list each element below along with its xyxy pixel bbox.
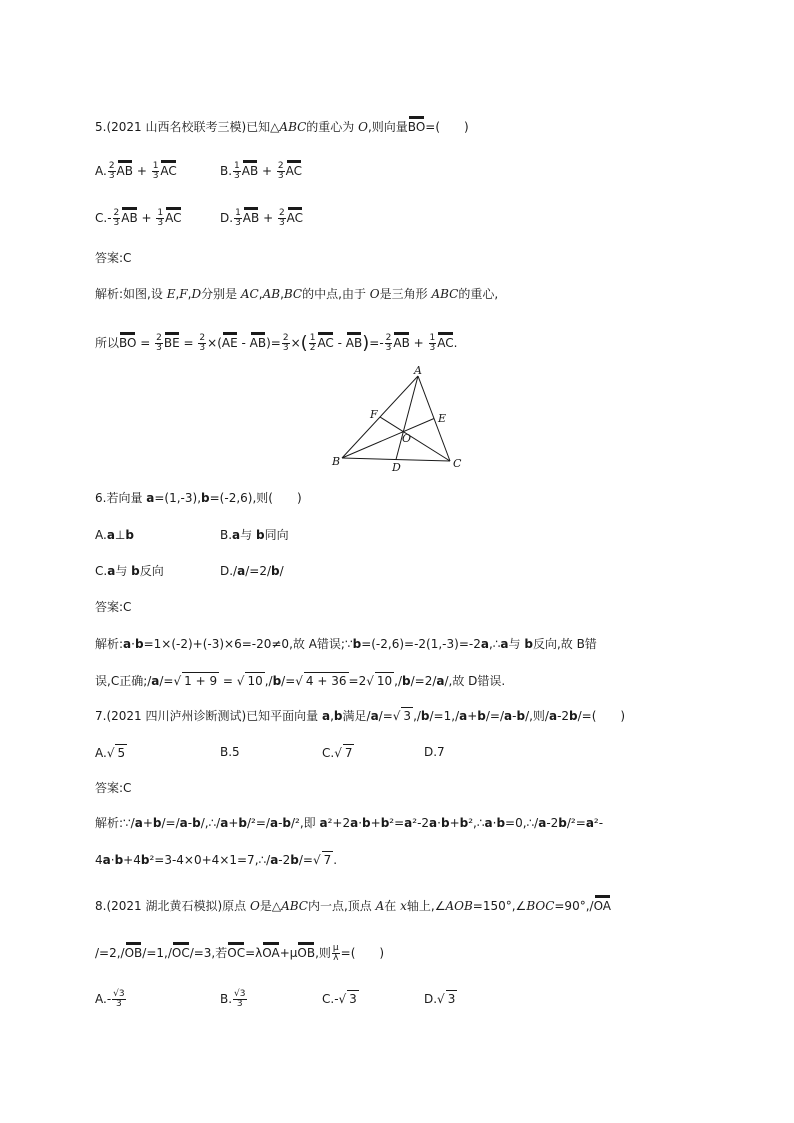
- q5-option-b: B. $\frac{1}{3}$ AB + $\frac{2}{3}$ AC: [220, 161, 303, 181]
- q6-analysis-2: 误,C正确;/a/=√ 1 + 9 = √ 10 ,/b/=√ 4 + 36 =2√ 10 ,/b/=2/a/,故 D错误.: [95, 674, 506, 688]
- q5-option-d: D. $\frac{1}{3}$ AB + $\frac{2}{3}$ AC: [220, 208, 304, 228]
- q7-option-d: D.7: [424, 745, 445, 759]
- q5-stem: 5.(2021 山西名校联考三模)已知△ABC的重心为 O,则向量BO=( ): [95, 116, 469, 135]
- q5-answer: 答案:C: [95, 251, 132, 265]
- q6-option-a: A.a⊥b: [95, 528, 134, 542]
- q7-option-c: C.√ 7: [322, 746, 353, 760]
- q6-option-d: D./a/=2/b/: [220, 564, 284, 578]
- q8-option-d: D.√ 3: [424, 992, 456, 1006]
- q7-option-b: B.5: [220, 745, 240, 759]
- label-d: D: [392, 461, 401, 474]
- median-be: [342, 419, 434, 459]
- triangle-figure: [330, 364, 470, 476]
- q7-analysis-2: 4a·b+4b²=3-4×0+4×1=7,∴/a-2b/=√ 7 .: [95, 853, 338, 867]
- q5-option-c: C.- $\frac{2}{3}$ AB + $\frac{1}{3}$ AC: [95, 208, 182, 228]
- q6-analysis-1: 解析:a·b=1×(-2)+(-3)×6=-20≠0,故 A错误;∵b=(-2,6)=-2(1,-3)=-2a,∴a与 b反向,故 B错: [95, 637, 597, 651]
- q6-option-c: C.a与 b反向: [95, 564, 164, 578]
- q5-analysis-1: 解析:如图,设 E,F,D分别是 AC,AB,BC的中点,由于 O是三角形 ABC的重心,: [95, 287, 499, 301]
- q6-answer: 答案:C: [95, 600, 132, 614]
- q8-stem-1: 8.(2021 湖北黄石模拟)原点 O是△ABC内一点,顶点 A在 x轴上,∠AOB=150°,∠BOC=90°,/OA: [95, 895, 611, 914]
- q8-option-c: C.-√ 3: [322, 992, 357, 1006]
- label-e: E: [438, 412, 447, 425]
- label-a: A: [414, 364, 422, 377]
- q6-option-b: B.a与 b同向: [220, 528, 289, 542]
- q5-option-a: A. $\frac{2}{3}$ AB + $\frac{1}{3}$ AC: [95, 161, 177, 181]
- label-c: C: [453, 457, 462, 470]
- q5-analysis-2: 所以BO = $\frac{2}{3}$ BE = $\frac{2}{3}$ ×(AE - AB)= $\frac{2}{3}$ ×( $\frac{1}{2}$ AC - AB)=- $\frac{2}{3}$ AB + $\frac{1}{3}$ AC.: [95, 332, 458, 354]
- q8-option-a: A.- $\frac{√3}{3}$: [95, 989, 125, 1009]
- q7-analysis-1: 解析:∵/a+b/=/a-b/,∴/a+b/²=/a-b/²,即 a²+2a·b+b²=a²-2a·b+b²,∴a·b=0,∴/a-2b/²=a²-: [95, 816, 604, 830]
- q7-answer: 答案:C: [95, 781, 132, 795]
- q6-stem: 6.若向量 a=(1,-3),b=(-2,6),则( ): [95, 491, 302, 505]
- label-f: F: [370, 408, 378, 421]
- q8-option-b: B. $\frac{√3}{3}$: [220, 989, 246, 1009]
- label-o: O: [402, 432, 412, 445]
- label-b: B: [332, 455, 341, 468]
- q7-stem: 7.(2021 四川泸州诊断测试)已知平面向量 a,b满足/a/=√ 3 ,/b/=1,/a+b/=/a-b/,则/a-2b/=( ): [95, 709, 626, 723]
- q8-stem-2: /=2,/OB/=1,/OC/=3,若OC=λOA+μOB,则 $\frac{\mu}{\lambda}$ =( ): [95, 943, 385, 963]
- q7-option-a: A.√ 5: [95, 746, 126, 760]
